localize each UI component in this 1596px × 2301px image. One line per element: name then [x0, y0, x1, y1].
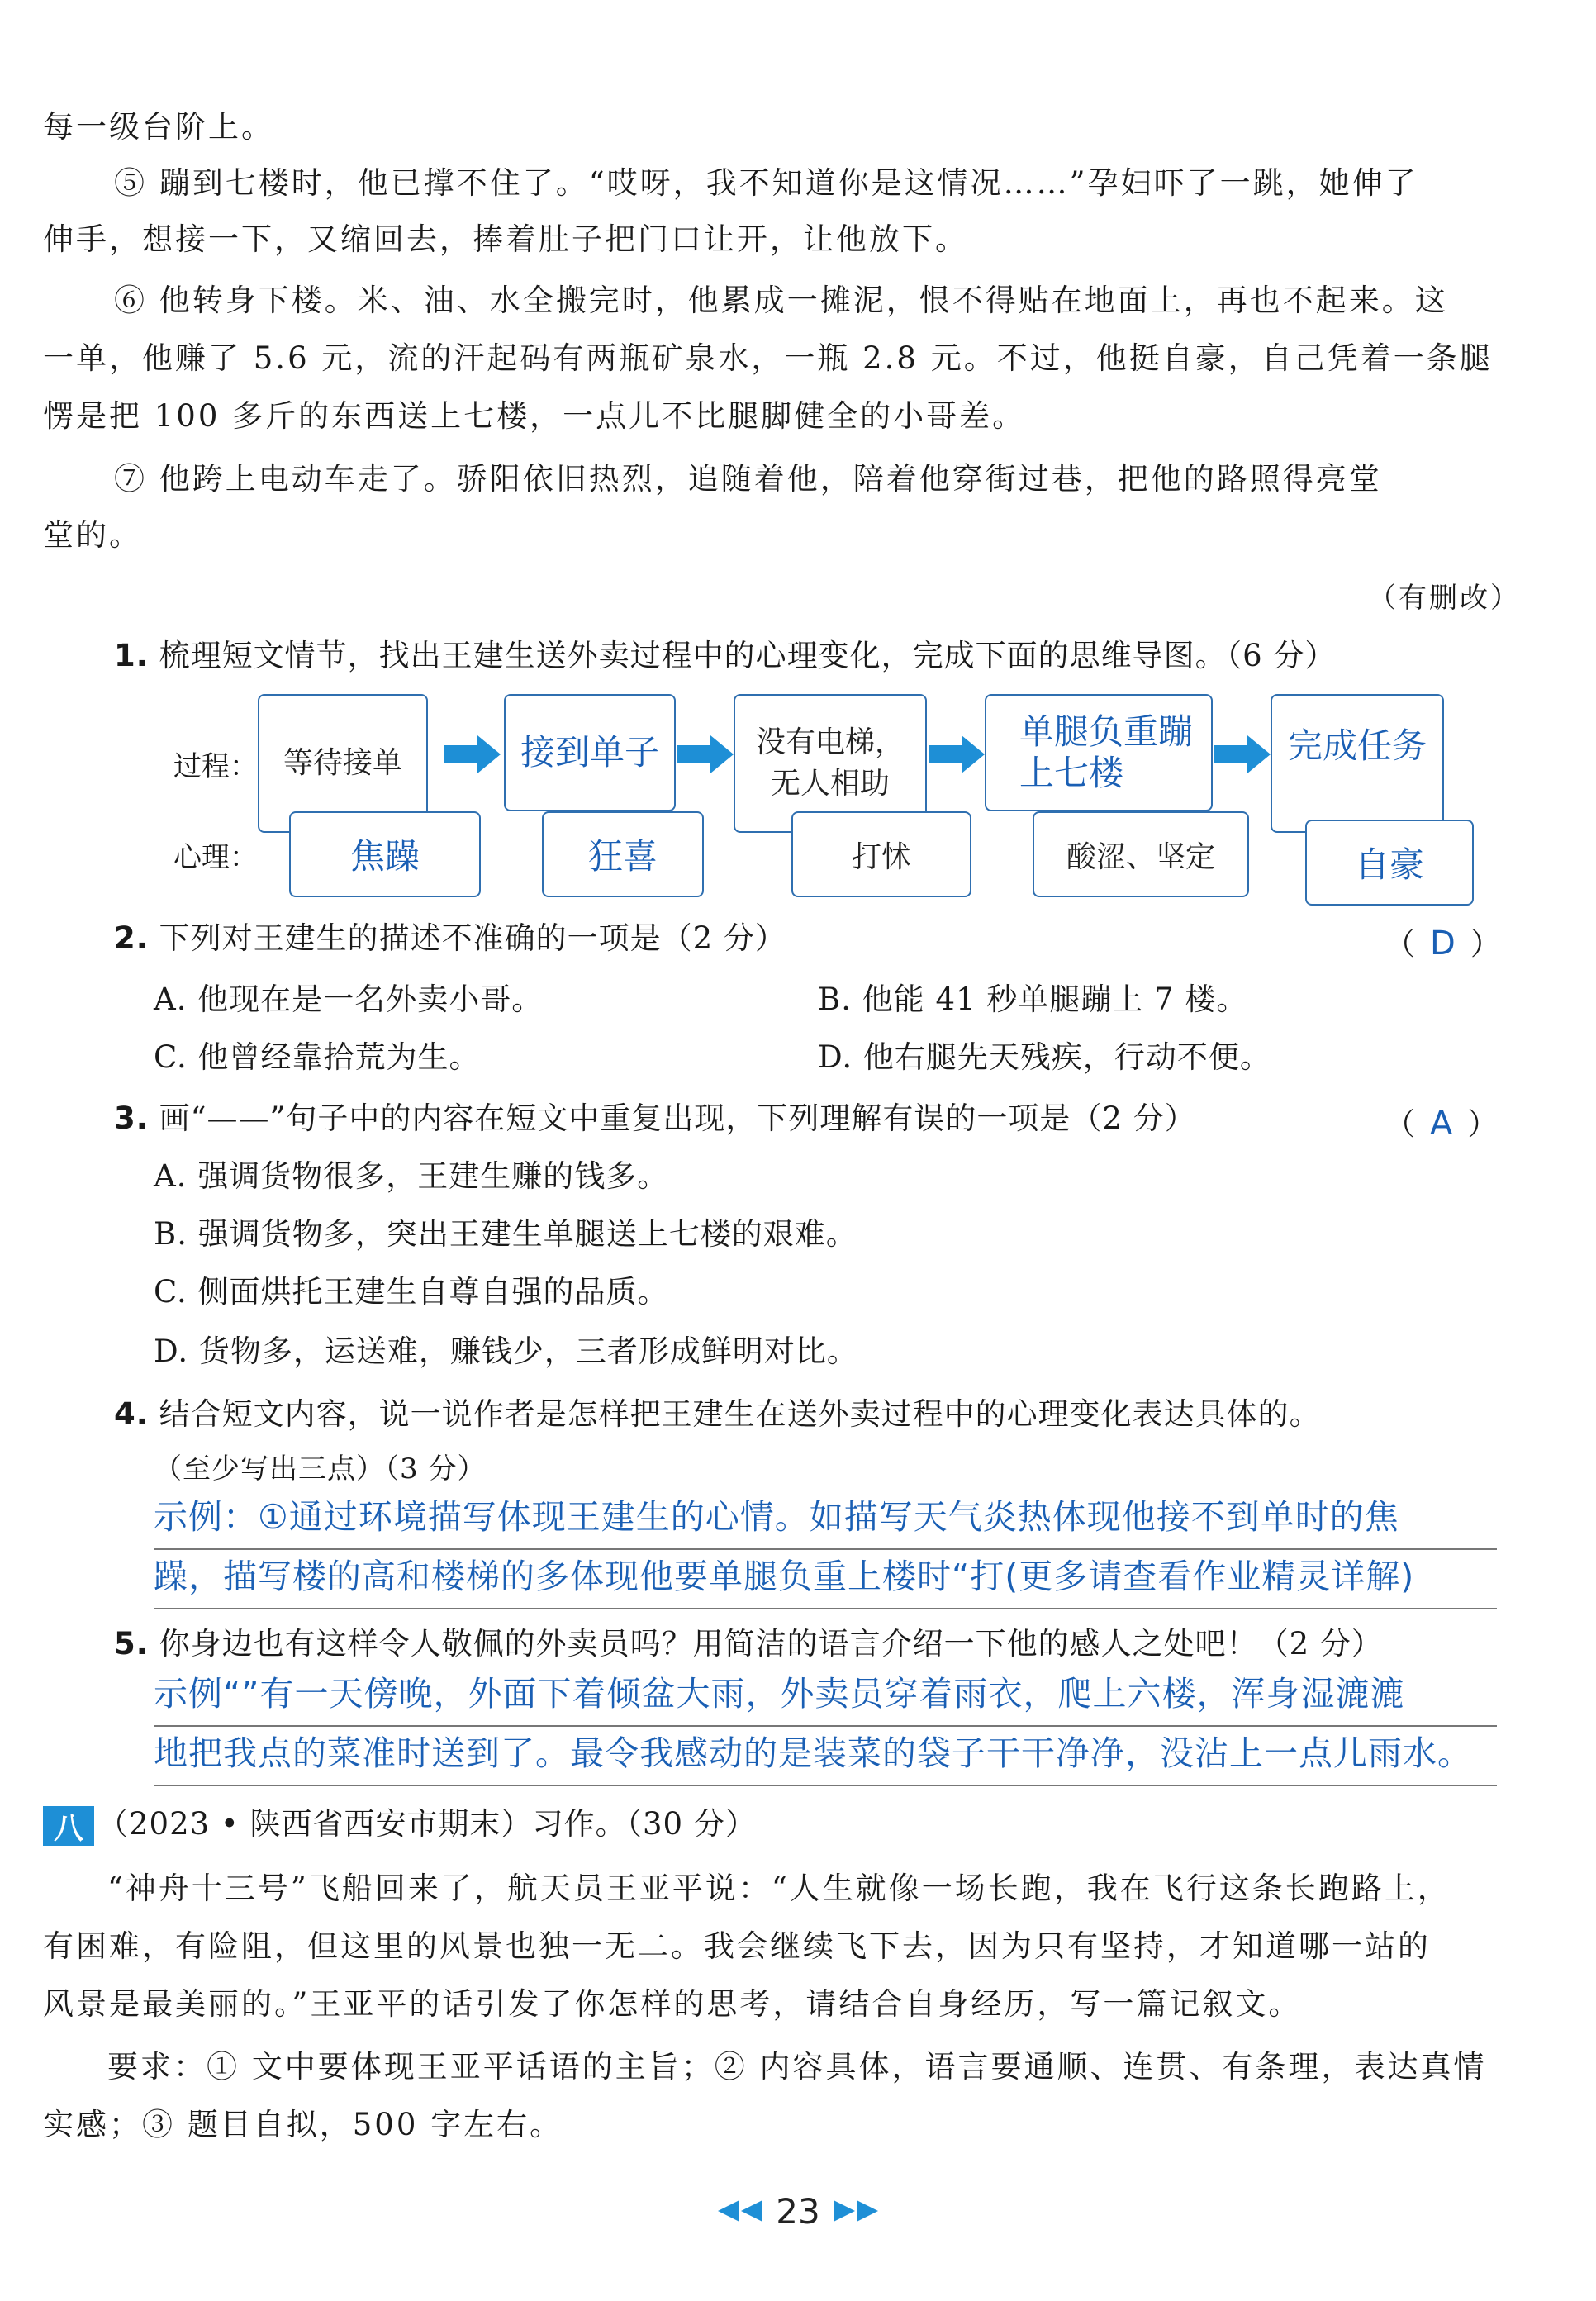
prompt-line: 实感；③ 题目自拟，500 字左右。	[43, 2107, 563, 2142]
arrow-right-icon	[929, 735, 986, 773]
answer-line: 示例：①通过环境描写体现王建生的心情。如描写天气炎热体现他接不到单时的焦	[154, 1497, 1399, 1537]
source-note: （有删改）	[1368, 582, 1521, 615]
answer-line: 示例“”有一天傍晚，外面下着倾盆大雨，外卖员穿着雨衣，爬上六楼，浑身湿漉漉	[154, 1674, 1405, 1714]
question-text: 结合短文内容，说一说作者是怎样把王建生在送外卖过程中的心理变化表达具体的。	[159, 1396, 1321, 1432]
mind-text: 焦躁	[349, 836, 420, 877]
mind-text: 自豪	[1354, 844, 1424, 885]
passage-line: 堂的。	[43, 517, 142, 553]
question-2	[114, 919, 786, 958]
label-process: 过程：	[173, 750, 258, 783]
answer-line: 地把我点的菜准时送到了。最令我感动的是装菜的袋子干干净净，没沾上一点儿雨水。	[154, 1733, 1472, 1773]
answer-bracket	[1385, 919, 1501, 963]
mind-box-5	[1305, 820, 1474, 906]
passage-line: 一单，他赚了 5.6 元，流的汗起码有两瓶矿泉水，一瓶 2.8 元。不过，他挺自豪，自己凭着一条腿	[43, 340, 1493, 376]
mind-box-3	[791, 811, 971, 897]
question-number: 4.	[114, 1396, 149, 1432]
passage-line: 愣是把 100 多斤的东西送上七楼，一点儿不比腿脚健全的小哥差。	[43, 398, 1026, 434]
option-d: D. 货物多，运送难，赚钱少，三者形成鲜明对比。	[154, 1334, 858, 1369]
process-text: 等待接单	[283, 746, 402, 780]
question-text: 你身边也有这样令人敬佩的外卖员吗？用简洁的语言介绍一下他的感人之处吧！（2 分）	[159, 1626, 1383, 1662]
answer-choice: D	[1430, 925, 1456, 963]
question-5	[114, 1624, 1383, 1664]
passage-line: ⑥ 他转身下楼。米、油、水全搬完时，他累成一摊泥，恨不得贴在地面上，再也不起来。这	[114, 283, 1448, 318]
bracket-close: ）	[1470, 926, 1501, 962]
section-title: （2023 • 陕西省西安市期末）习作。（30 分）	[97, 1806, 757, 1842]
mind-text: 打怵	[851, 839, 911, 874]
prompt-line: 风景是最美丽的。”王亚平的话引发了你怎样的思考，请结合自身经历，写一篇记叙文。	[43, 1986, 1302, 2022]
passage-line: ⑦ 他跨上电动车走了。骄阳依旧热烈，追随着他，陪着他穿街过巷，把他的路照得亮堂	[114, 461, 1382, 497]
question-4	[114, 1395, 1321, 1434]
option-b: B. 他能 41 秒单腿蹦上 7 楼。	[818, 982, 1248, 1017]
question-number: 2.	[114, 920, 149, 956]
mind-box-1	[289, 811, 481, 897]
question-text: 下列对王建生的描述不准确的一项是（2 分）	[159, 920, 786, 956]
bracket-open: （	[1385, 926, 1415, 962]
previous-page-icon	[718, 2200, 764, 2222]
answer-rule	[154, 1785, 1497, 1786]
mind-box-4	[1033, 811, 1249, 897]
passage-line: ⑤ 蹦到七楼时，他已撑不住了。“哎呀，我不知道你是这情况……”孕妇吓了一跳，她伸了	[114, 165, 1418, 201]
answer-rule	[154, 1548, 1497, 1550]
page-number: 23	[776, 2190, 820, 2232]
page-footer	[661, 2186, 935, 2236]
passage-line: 伸手，想接一下，又缩回去，捧着肚子把门口让开，让他放下。	[43, 221, 968, 257]
prompt-line: “神舟十三号”飞船回来了，航天员王亚平说：“人生就像一场长跑，我在飞行这条长跑路上，	[107, 1871, 1451, 1906]
section-seal: 八	[43, 1806, 94, 1846]
arrow-right-icon	[444, 735, 502, 773]
option-a: A. 他现在是一名外卖小哥。	[154, 982, 544, 1017]
mind-text: 酸涩、坚定	[1066, 839, 1215, 874]
answer-rule	[154, 1608, 1497, 1609]
bracket-open: （	[1385, 1106, 1415, 1142]
mind-box-2	[542, 811, 704, 897]
process-box-4	[985, 694, 1213, 811]
process-text: 无人相助	[770, 767, 890, 801]
process-text: 完成任务	[1287, 725, 1427, 766]
question-number: 3.	[114, 1101, 149, 1136]
mind-text: 狂喜	[587, 836, 658, 877]
passage-line: 每一级台阶上。	[43, 109, 274, 145]
question-3	[114, 1099, 1196, 1139]
answer-line: 躁，描写楼的高和楼梯的多体现他要单腿负重上楼时“打(更多请查看作业精灵详解)	[154, 1557, 1415, 1596]
process-text: 接到单子	[520, 732, 659, 773]
option-a: A. 强调货物很多，王建生赚的钱多。	[154, 1158, 669, 1194]
process-box-5	[1271, 694, 1444, 833]
option-c: C. 他曾经靠拾荒为生。	[154, 1039, 481, 1075]
option-d: D. 他右腿先天残疾，行动不便。	[818, 1039, 1271, 1075]
arrow-right-icon	[677, 735, 735, 773]
arrow-right-icon	[1214, 735, 1272, 773]
question-1	[114, 636, 1336, 676]
process-text: 上七楼	[1019, 753, 1124, 793]
process-text: 没有电梯，	[755, 725, 905, 759]
question-number: 1.	[114, 638, 149, 673]
process-box-2	[504, 694, 676, 811]
question-text: 画“——”句子中的内容在短文中重复出现，下列理解有误的一项是（2 分）	[159, 1101, 1196, 1136]
process-text: 单腿负重蹦	[1019, 711, 1194, 752]
prompt-line: 要求：① 文中要体现王亚平话语的主旨；② 内容具体，语言要通顺、连贯、有条理，表达真情	[107, 2049, 1487, 2085]
prompt-line: 有困难，有险阻，但这里的风景也独一无二。我会继续飞下去，因为只有坚持，才知道哪一站的	[43, 1928, 1431, 1964]
option-b: B. 强调货物多，突出王建生单腿送上七楼的艰难。	[154, 1216, 857, 1252]
answer-bracket	[1385, 1099, 1498, 1143]
next-page-icon	[832, 2200, 878, 2222]
label-mind: 心理：	[173, 841, 258, 874]
question-4-note: （至少写出三点）（3 分）	[154, 1452, 487, 1486]
answer-choice: A	[1430, 1105, 1453, 1143]
option-c: C. 侧面烘托王建生自尊自强的品质。	[154, 1274, 669, 1310]
answer-rule	[154, 1725, 1497, 1727]
question-text: 梳理短文情节，找出王建生送外卖过程中的心理变化，完成下面的思维导图。（6 分）	[159, 638, 1337, 673]
bracket-close: ）	[1467, 1106, 1499, 1142]
question-number: 5.	[114, 1626, 149, 1662]
